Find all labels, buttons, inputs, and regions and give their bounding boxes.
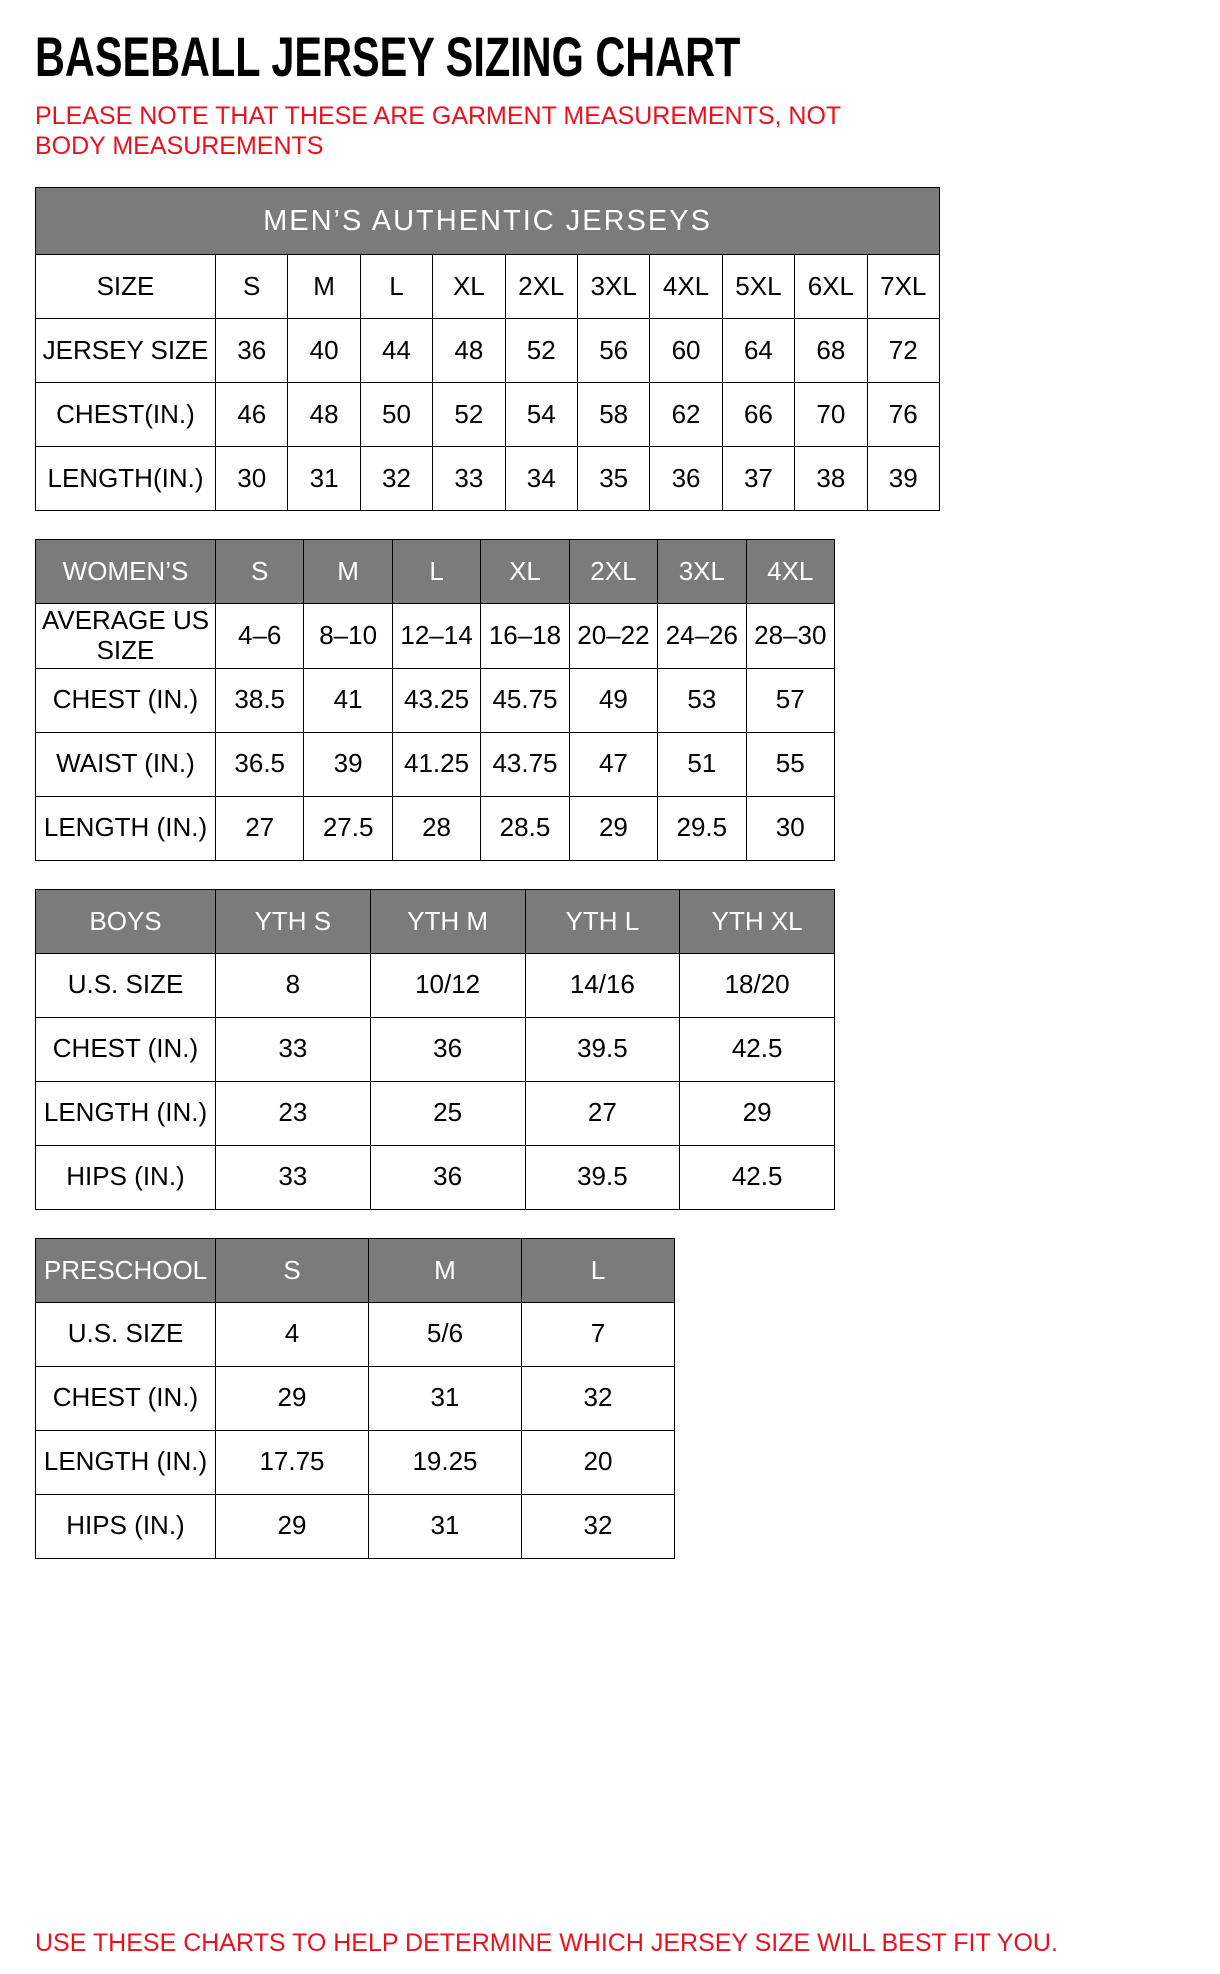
table-row [36,383,940,447]
table-cell: 52 [433,383,505,447]
table-cell: 37 [722,447,794,511]
table-cell: 52 [505,319,577,383]
womens-sizing-table [35,539,835,861]
table-cell: 27 [525,1081,680,1145]
column-header: YTH M [370,889,525,953]
table-row [36,447,940,511]
table-cell: 31 [369,1494,522,1558]
table-cell: 32 [522,1494,675,1558]
table-cell: 53 [658,668,746,732]
row-label: CHEST (IN.) [36,1017,216,1081]
table-cell: 2XL [505,255,577,319]
table-cell: 29.5 [658,796,746,860]
table-cell: 51 [658,732,746,796]
column-header: YTH XL [680,889,835,953]
table-cell: 7 [522,1302,675,1366]
column-header: S [216,540,304,604]
table-cell: 40 [288,319,360,383]
table-cell: M [288,255,360,319]
table-cell: 32 [522,1366,675,1430]
row-label: WAIST (IN.) [36,732,216,796]
table-cell: 34 [505,447,577,511]
table-row [36,1017,835,1081]
table-cell: 36 [650,447,722,511]
table-cell: 28–30 [746,604,834,669]
table-cell: 10/12 [370,953,525,1017]
row-label: JERSEY SIZE [36,319,216,383]
table-cell: 42.5 [680,1145,835,1209]
table-cell: 58 [577,383,649,447]
table-cell: 39 [304,732,392,796]
table-cell: 29 [216,1366,369,1430]
table-cell: 8 [216,953,371,1017]
table-cell: 39 [867,447,939,511]
table-cell: 46 [216,383,288,447]
table-cell: 35 [577,447,649,511]
table-cell: 30 [216,447,288,511]
table-cell: 64 [722,319,794,383]
table-row [36,1366,675,1430]
column-header: XL [481,540,569,604]
table-row [36,1494,675,1558]
table-cell: 44 [360,319,432,383]
row-label: LENGTH(IN.) [36,447,216,511]
table-cell: 25 [370,1081,525,1145]
table-cell: 36.5 [216,732,304,796]
column-header: M [369,1238,522,1302]
table-cell: 33 [433,447,505,511]
table-row [36,796,835,860]
row-label: CHEST(IN.) [36,383,216,447]
footer-note: USE THESE CHARTS TO HELP DETERMINE WHICH JERSEY SIZE WILL BEST FIT YOU. [35,1929,1058,1957]
mens-table-title: MEN’S AUTHENTIC JERSEYS [36,188,940,255]
table-cell: 39.5 [525,1017,680,1081]
table-cell: 43.25 [392,668,480,732]
table-cell: 27.5 [304,796,392,860]
table-cell: 39.5 [525,1145,680,1209]
preschool-sizing-table [35,1238,675,1559]
row-label: LENGTH (IN.) [36,1081,216,1145]
table-cell: 55 [746,732,834,796]
table-cell: 72 [867,319,939,383]
table-cell: 4XL [650,255,722,319]
mens-sizing-table [35,187,940,511]
column-header: 2XL [569,540,657,604]
table-cell: 45.75 [481,668,569,732]
table-cell: 41.25 [392,732,480,796]
table-cell: 20–22 [569,604,657,669]
table-cell: 50 [360,383,432,447]
table-cell: 24–26 [658,604,746,669]
row-label: CHEST (IN.) [36,1366,216,1430]
column-header: L [392,540,480,604]
table-cell: 27 [216,796,304,860]
table-cell: 47 [569,732,657,796]
table-cell: 57 [746,668,834,732]
row-label: HIPS (IN.) [36,1145,216,1209]
table-cell: S [216,255,288,319]
table-cell: 5/6 [369,1302,522,1366]
table-row [36,319,940,383]
table-cell: 19.25 [369,1430,522,1494]
column-header: 3XL [658,540,746,604]
table-row [36,1302,675,1366]
boys-header-label: BOYS [36,889,216,953]
table-cell: 43.75 [481,732,569,796]
table-row [36,604,835,669]
table-cell: 62 [650,383,722,447]
table-cell: 23 [216,1081,371,1145]
column-header: YTH L [525,889,680,953]
table-cell: 17.75 [216,1430,369,1494]
table-row [36,953,835,1017]
table-row [36,1430,675,1494]
table-cell: XL [433,255,505,319]
table-cell: 8–10 [304,604,392,669]
row-label: SIZE [36,255,216,319]
column-header: YTH S [216,889,371,953]
row-label: HIPS (IN.) [36,1494,216,1558]
table-cell: 42.5 [680,1017,835,1081]
table-cell: 49 [569,668,657,732]
table-cell: 4–6 [216,604,304,669]
table-cell: 29 [680,1081,835,1145]
page-title: BASEBALL JERSEY SIZING CHART [35,25,741,88]
table-row [36,1081,835,1145]
table-cell: 54 [505,383,577,447]
table-row [36,1145,835,1209]
table-cell: 66 [722,383,794,447]
table-cell: 28.5 [481,796,569,860]
preschool-header-label: PRESCHOOL [36,1238,216,1302]
table-cell: 30 [746,796,834,860]
table-cell: 32 [360,447,432,511]
table-cell: 48 [288,383,360,447]
table-cell: 6XL [795,255,867,319]
table-cell: 3XL [577,255,649,319]
table-cell: 4 [216,1302,369,1366]
table-cell: 33 [216,1017,371,1081]
boys-sizing-table [35,889,835,1210]
womens-header-label: WOMEN’S [36,540,216,604]
table-cell: 29 [569,796,657,860]
table-cell: 31 [288,447,360,511]
table-cell: 33 [216,1145,371,1209]
table-cell: 18/20 [680,953,835,1017]
table-cell: 36 [370,1145,525,1209]
table-cell: 36 [370,1017,525,1081]
table-cell: L [360,255,432,319]
column-header: L [522,1238,675,1302]
row-label: AVERAGE US SIZE [36,604,216,669]
table-cell: 12–14 [392,604,480,669]
table-cell: 29 [216,1494,369,1558]
table-cell: 20 [522,1430,675,1494]
table-cell: 38.5 [216,668,304,732]
table-cell: 16–18 [481,604,569,669]
table-row [36,255,940,319]
table-cell: 41 [304,668,392,732]
table-row [36,732,835,796]
table-cell: 14/16 [525,953,680,1017]
table-cell: 56 [577,319,649,383]
table-cell: 76 [867,383,939,447]
garment-measurement-note: PLEASE NOTE THAT THESE ARE GARMENT MEASUREMENTS, NOT BODY MEASUREMENTS [35,102,841,160]
table-cell: 60 [650,319,722,383]
table-row [36,668,835,732]
table-cell: 36 [216,319,288,383]
column-header: M [304,540,392,604]
column-header: 4XL [746,540,834,604]
table-cell: 70 [795,383,867,447]
row-label: U.S. SIZE [36,953,216,1017]
table-cell: 38 [795,447,867,511]
table-cell: 5XL [722,255,794,319]
table-cell: 28 [392,796,480,860]
table-cell: 7XL [867,255,939,319]
row-label: LENGTH (IN.) [36,796,216,860]
row-label: CHEST (IN.) [36,668,216,732]
row-label: LENGTH (IN.) [36,1430,216,1494]
table-cell: 31 [369,1366,522,1430]
table-cell: 68 [795,319,867,383]
row-label: U.S. SIZE [36,1302,216,1366]
table-cell: 48 [433,319,505,383]
column-header: S [216,1238,369,1302]
